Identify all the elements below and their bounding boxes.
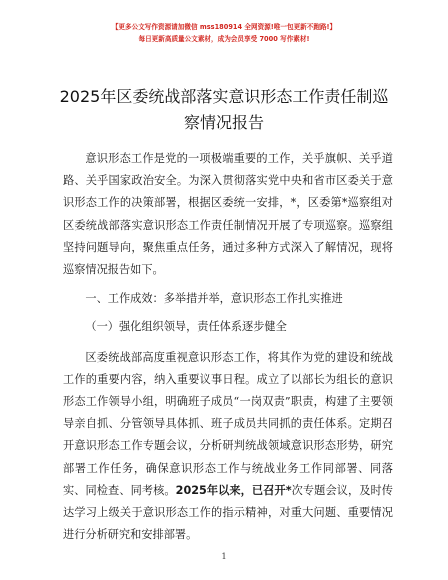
subsection-heading-1: （一）强化组织领导，责任体系逐步健全 (85, 320, 287, 334)
paragraph-2-end-text: 次专题会议，及时传达学习上级关于意识形态工作的指示精神，对重大问题、重要情况进行分析研究和安排部署。 (63, 483, 393, 542)
intro-paragraph: 意识形态工作是党的一项极端重要的工作，关乎旗帜、关乎道路、关乎国家政治安全。为深入贯彻落实党中央和省市区委关于意识形态工作的决策部署，根据区委统一安排，*，区委第*巡察组对区委统战部落实意识形态工作责任制情况开展了专项巡察。巡察组坚持问题导向，聚焦重点任务，通过多种方式深入了解情况，现将巡察情况报告如下。 (63, 152, 393, 277)
paragraph-2-text: 区委统战部高度重视意识形态工作，将其作为党的建设和统战工作的重要内容，纳入重要议事日程。成立了以部长为组长的意识形态工作领导小组，明确班子成员“一岗双责”职责，构建了主要领导亲自抓、分管领导具体抓、班子成员共同抓的责任体系。定期召开意识形态工作专题会议，分析研判统战领域意识形态形势，研究部署工作任务，确保意识形态工作与统战业务工作同部署、同落实、同检查、同考核。 (63, 350, 393, 497)
document-title: 2025年区委统战部落实意识形态工作责任制巡察情况报告 (59, 87, 389, 132)
document-body (63, 148, 393, 546)
promo-banner (0, 22, 448, 44)
promo-banner-line-2: 每日更新高质量公文素材，成为会员享受 7000 写作素材! (138, 35, 310, 43)
promo-banner-line-1: 【更多公文写作资源请加微信 mss180914 全网资源!唯一包更新不跑路!】 (111, 23, 337, 31)
page-number: 1 (221, 552, 227, 561)
body-paragraph-2 (63, 347, 393, 547)
paragraph-2-bold-text: 2025年以来，已召开* (175, 483, 292, 497)
section-heading-1: 一、工作成效：多举措并举，意识形态工作扎实推进 (85, 292, 343, 306)
